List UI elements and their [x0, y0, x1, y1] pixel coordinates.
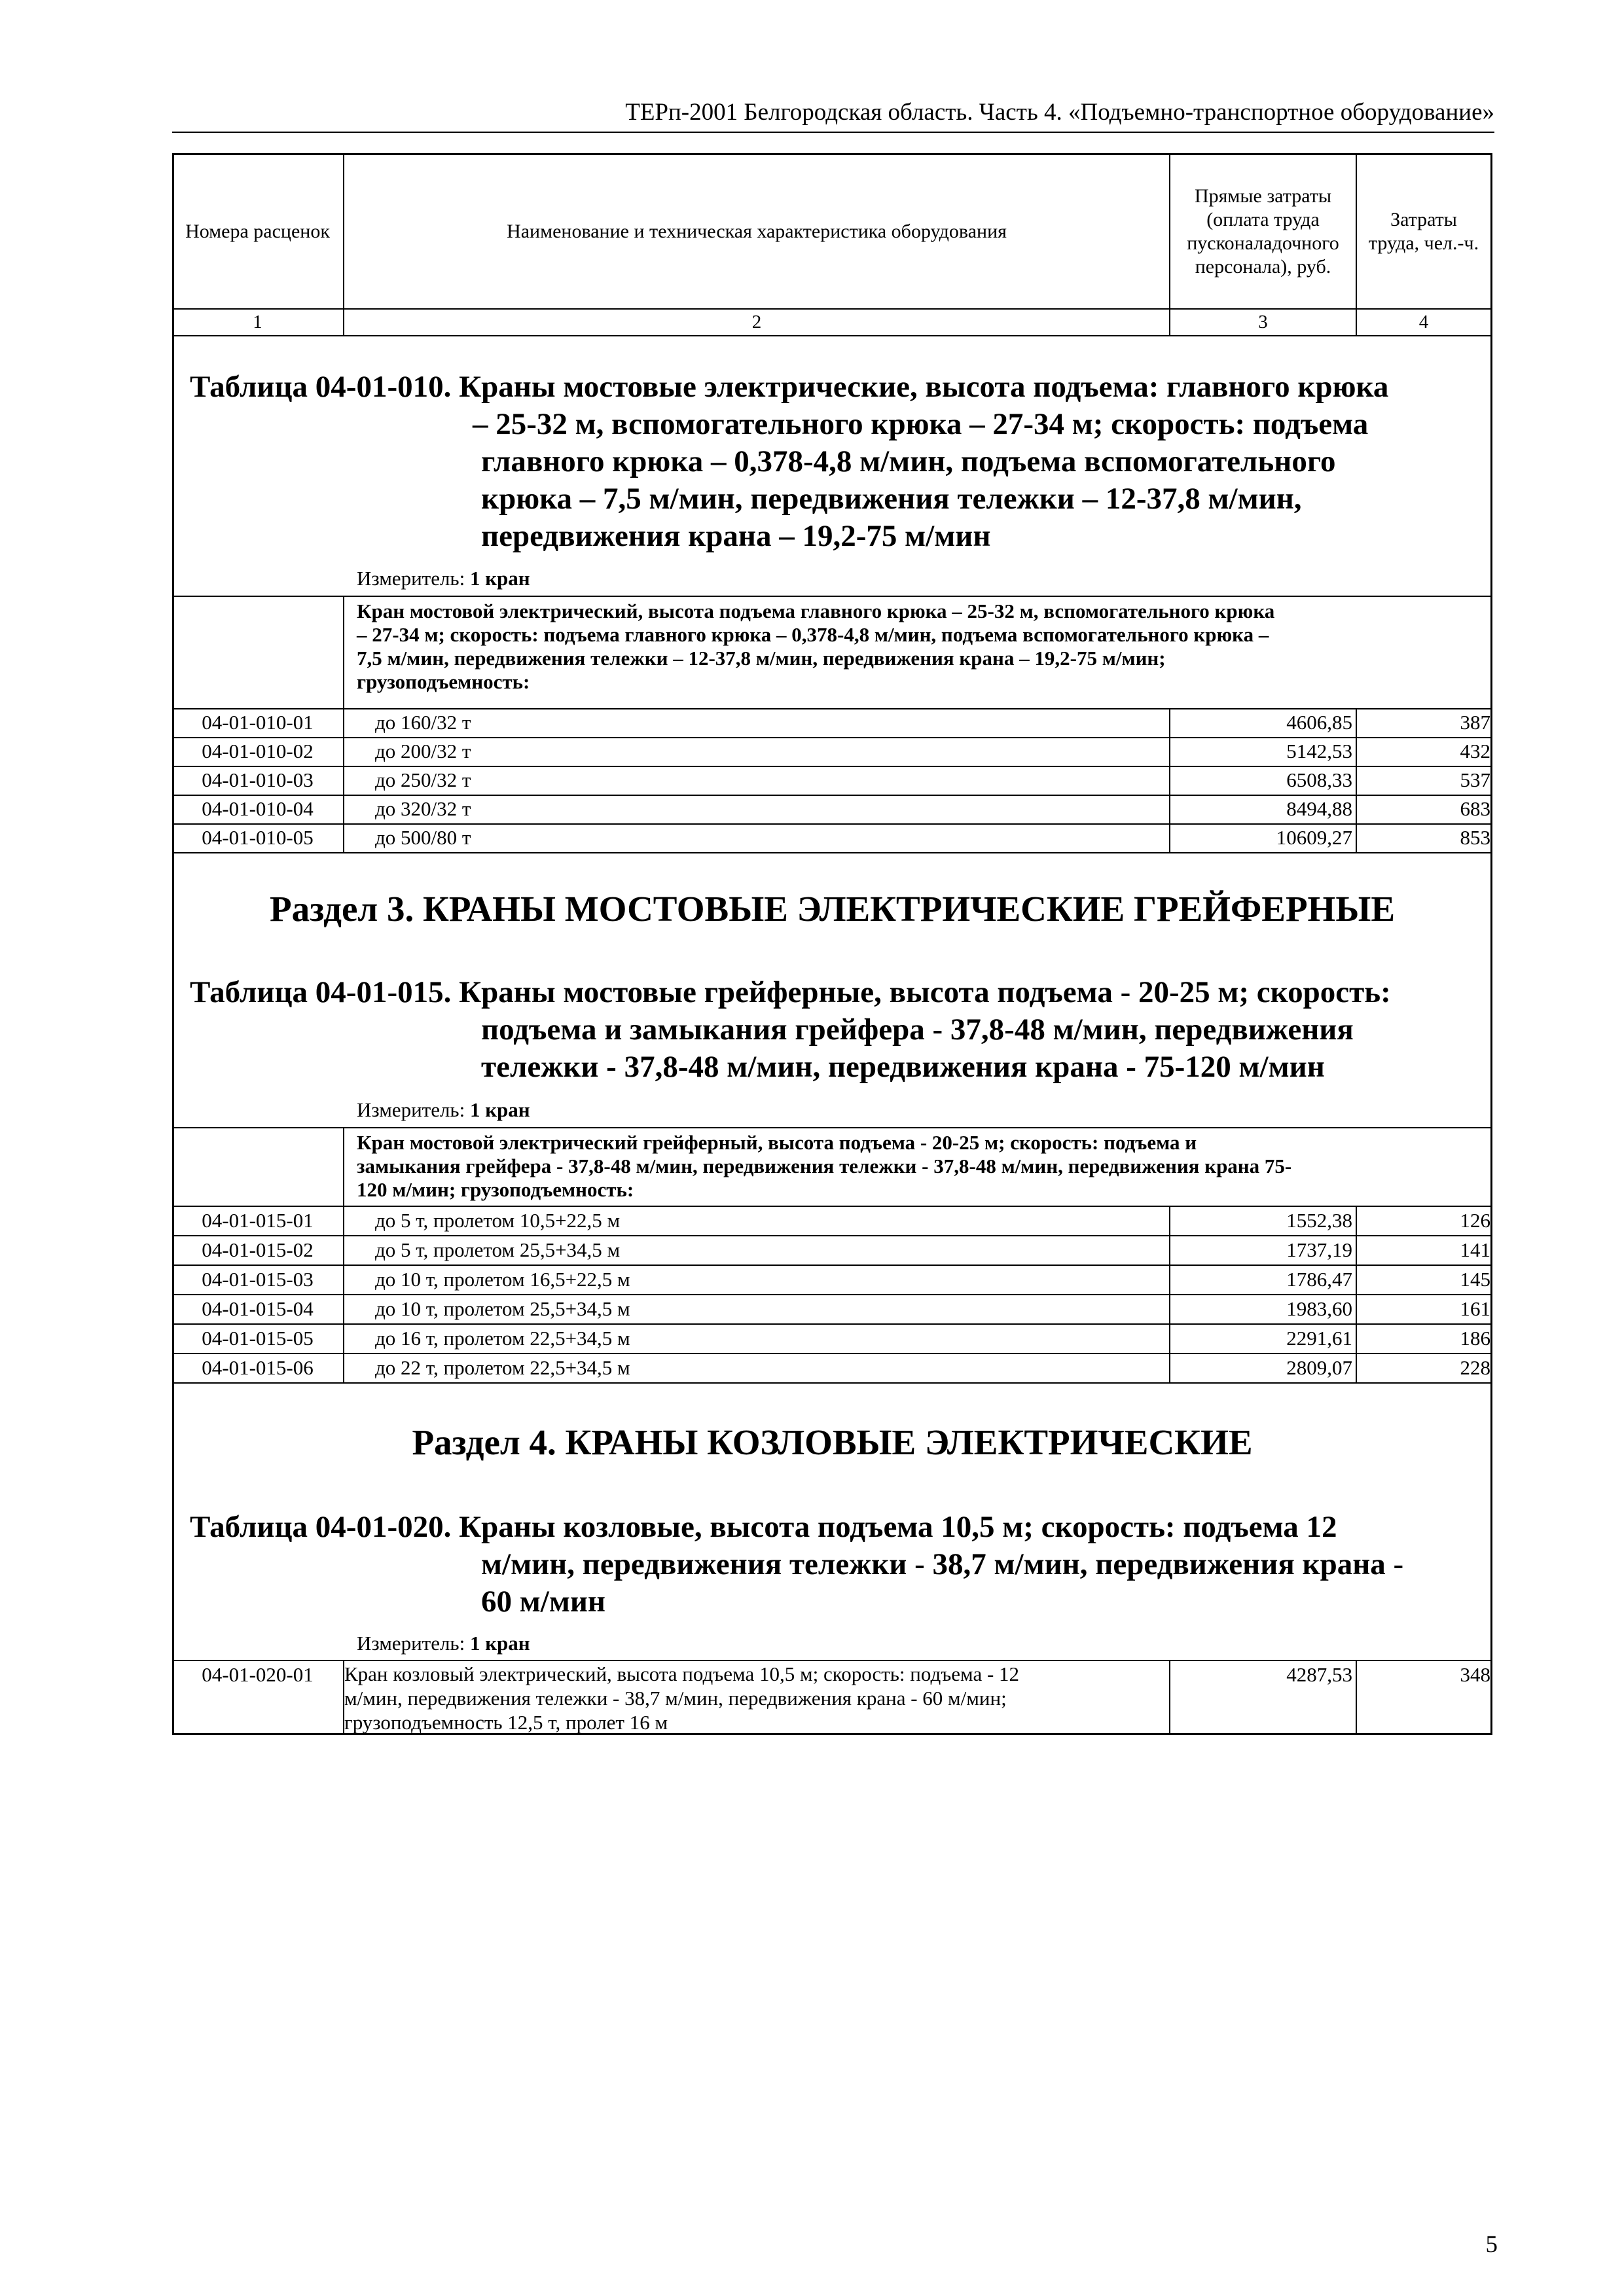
desc-line: 7,5 м/мин, передвижения тележки – 12-37,8 м/мин, передвижения крана – 19,2-75 м/мин;: [357, 647, 1166, 670]
meter-value: 1 кран: [469, 1098, 530, 1121]
row-labor: 141: [1460, 1238, 1490, 1261]
desc-line: Кран мостовой электрический грейферный, высота подъема - 20-25 м; скорость: подъема и: [357, 1131, 1197, 1154]
row-name: до 10 т, пролетом 25,5+34,5 м: [375, 1297, 630, 1320]
section-4-title: Раздел 4. КРАНЫ КОЗЛОВЫЕ ЭЛЕКТРИЧЕСКИЕ: [412, 1422, 1253, 1462]
col-number-3: 3: [1258, 312, 1268, 332]
row-rule: [172, 737, 1492, 738]
row-labor: 432: [1460, 740, 1490, 762]
table-010-title-line: крюка – 7,5 м/мин, передвижения тележки – 12-37,8 м/мин,: [481, 482, 1302, 516]
row-code: 04-01-020-01: [202, 1663, 314, 1686]
col-divider-2: [1169, 708, 1170, 852]
desc-line: – 27-34 м; скорость: подъема главного крюка – 0,378-4,8 м/мин, подъема вспомогательного крюка –: [357, 623, 1269, 646]
row-name: до 5 т, пролетом 10,5+22,5 м: [375, 1209, 621, 1232]
table-010-top-rule: [172, 596, 1492, 597]
row-rule: [172, 852, 1492, 853]
desc-line: грузоподъемность:: [357, 670, 530, 693]
row-name: до 250/32 т: [375, 768, 471, 791]
row-labor: 348: [1460, 1663, 1490, 1686]
col-divider-2: [1169, 1660, 1170, 1735]
row-name: до 5 т, пролетом 25,5+34,5 м: [375, 1238, 621, 1261]
row-labor: 853: [1460, 826, 1490, 849]
row-code: 04-01-015-02: [202, 1238, 314, 1261]
row-name: до 160/32 т: [375, 711, 471, 734]
col-divider-3: [1356, 708, 1357, 852]
row-name: до 500/80 т: [375, 826, 471, 849]
row-cost: 1983,60: [1286, 1297, 1352, 1320]
row-rule: [172, 1206, 1492, 1207]
col-header-cost: Прямые затраты (оплата труда пусконаладочного персонала), руб.: [1187, 185, 1339, 278]
row-code: 04-01-015-06: [202, 1356, 314, 1379]
row-name: [344, 1662, 1169, 1734]
col-divider-3: [1356, 1206, 1357, 1382]
col-header-name: Наименование и техническая характеристика оборудования: [507, 220, 1007, 242]
row-cost: 1786,47: [1286, 1268, 1352, 1291]
desc-line: Кран мостовой электрический, высота подъема главного крюка – 25-32 м, вспомогательного крюка: [357, 600, 1275, 622]
col-header-labor: Затраты труда, чел.-ч.: [1368, 208, 1479, 254]
row-labor: 387: [1460, 711, 1490, 734]
row-name: до 16 т, пролетом 22,5+34,5 м: [375, 1327, 630, 1350]
row-name: до 320/32 т: [375, 797, 471, 820]
row-code: 04-01-010-01: [202, 711, 314, 734]
row-rule: [172, 1353, 1492, 1354]
row-cost: 2809,07: [1286, 1356, 1352, 1379]
table-010-description: [357, 600, 1470, 694]
desc-line: замыкания грейфера - 37,8-48 м/мин, передвижения тележки - 37,8-48 м/мин, передвижения крана 75-: [357, 1155, 1292, 1177]
row-code: 04-01-010-05: [202, 826, 314, 849]
row-code: 04-01-015-05: [202, 1327, 314, 1350]
row-labor: 126: [1460, 1209, 1490, 1232]
row-labor: 145: [1460, 1268, 1490, 1291]
row-code: 04-01-010-02: [202, 740, 314, 762]
row-name: до 10 т, пролетом 16,5+22,5 м: [375, 1268, 630, 1291]
table-020-title-line: 60 м/мин: [481, 1585, 605, 1619]
row-rule: [172, 1294, 1492, 1295]
row-name-line: Кран козловый электрический, высота подъема 10,5 м; скорость: подъема - 12: [344, 1662, 1020, 1685]
row-rule: [172, 1265, 1492, 1266]
row-labor: 683: [1460, 797, 1490, 820]
meter-label: Измеритель:: [357, 1098, 465, 1121]
running-header: ТЕРп-2001 Белгородская область. Часть 4. «Подъемно-транспортное оборудование»: [625, 99, 1494, 126]
row-cost: 4606,85: [1286, 711, 1352, 734]
header-number-rule: [172, 308, 1492, 310]
row-rule: [172, 1235, 1492, 1236]
meter-label: Измеритель:: [357, 1632, 465, 1655]
meter-label: Измеритель:: [357, 567, 465, 590]
row-cost: 4287,53: [1286, 1663, 1352, 1686]
col-number-2: 2: [751, 312, 762, 332]
table-020-title: [190, 1509, 1403, 1621]
col-divider-1: [343, 596, 344, 852]
table-010-title: [190, 368, 1388, 555]
meter-value: 1 кран: [469, 1632, 530, 1655]
row-name-line: м/мин, передвижения тележки - 38,7 м/мин, передвижения крана - 60 м/мин;: [344, 1687, 1007, 1710]
table-020-meter: [357, 1631, 530, 1656]
page-number: 5: [1485, 2231, 1498, 2258]
row-cost: 8494,88: [1286, 797, 1352, 820]
table-010-title-lead: Таблица 04-01-010. Краны мостовые электрические, высота подъема: главного крюка: [190, 370, 1389, 404]
header-bottom-rule: [172, 335, 1492, 336]
row-cost: 2291,61: [1286, 1327, 1352, 1350]
row-code: 04-01-010-04: [202, 797, 314, 820]
row-cost: 1737,19: [1286, 1238, 1352, 1261]
table-010-title-line: главного крюка – 0,378-4,8 м/мин, подъема вспомогательного: [481, 444, 1336, 478]
row-labor: 161: [1460, 1297, 1490, 1320]
row-labor: 186: [1460, 1327, 1490, 1350]
row-name-line: грузоподъемность 12,5 т, пролет 16 м: [344, 1711, 668, 1734]
section-3-title: Раздел 3. КРАНЫ МОСТОВЫЕ ЭЛЕКТРИЧЕСКИЕ ГРЕЙФЕРНЫЕ: [269, 889, 1396, 929]
col-divider-3: [1356, 1660, 1357, 1735]
row-rule: [172, 795, 1492, 796]
row-code: 04-01-015-04: [202, 1297, 314, 1320]
table-010-meter: [357, 566, 530, 591]
row-rule: [172, 708, 1492, 709]
row-rule: [172, 1382, 1492, 1384]
row-rule: [172, 766, 1492, 767]
table-015-meter: [357, 1098, 530, 1122]
row-code: 04-01-015-03: [202, 1268, 314, 1291]
row-cost: 1552,38: [1286, 1209, 1352, 1232]
desc-line: 120 м/мин; грузоподъемность:: [357, 1178, 634, 1201]
col-divider-2: [1169, 1206, 1170, 1382]
row-cost: 10609,27: [1276, 826, 1352, 849]
row-labor: 537: [1460, 768, 1490, 791]
col-header-code: Номера расценок: [185, 220, 330, 242]
table-015-title-line: подъема и замыкания грейфера - 37,8-48 м/мин, передвижения: [481, 1013, 1354, 1047]
table-015-title-lead: Таблица 04-01-015. Краны мостовые грейферные, высота подъема - 20-25 м; скорость:: [190, 975, 1391, 1009]
table-015-title-line: тележки - 37,8-48 м/мин, передвижения крана - 75-120 м/мин: [481, 1050, 1325, 1084]
row-rule: [172, 823, 1492, 825]
col-number-4: 4: [1418, 312, 1429, 332]
row-rule: [172, 1323, 1492, 1325]
table-010-title-line: передвижения крана – 19,2-75 м/мин: [481, 519, 991, 553]
row-cost: 5142,53: [1286, 740, 1352, 762]
table-015-title: [190, 974, 1391, 1086]
col-number-1: 1: [253, 312, 262, 332]
table-015-top-rule: [172, 1127, 1492, 1128]
row-name: до 22 т, пролетом 22,5+34,5 м: [375, 1356, 630, 1379]
row-name: до 200/32 т: [375, 740, 471, 762]
header-rule: [172, 132, 1494, 133]
row-cost: 6508,33: [1286, 768, 1352, 791]
table-020-top-rule: [172, 1660, 1492, 1661]
table-010-title-line: – 25-32 м, вспомогательного крюка – 27-34 м; скорость: подъема: [473, 407, 1369, 441]
table-020-title-lead: Таблица 04-01-020. Краны козловые, высота подъема 10,5 м; скорость: подъема 12: [190, 1510, 1337, 1544]
row-code: 04-01-015-01: [202, 1209, 314, 1232]
row-code: 04-01-010-03: [202, 768, 314, 791]
table-015-description: [357, 1131, 1470, 1202]
table-020-title-line: м/мин, передвижения тележки - 38,7 м/мин, передвижения крана -: [481, 1547, 1404, 1581]
row-labor: 228: [1460, 1356, 1490, 1379]
col-divider-1: [343, 1127, 344, 1382]
meter-value: 1 кран: [469, 567, 530, 590]
